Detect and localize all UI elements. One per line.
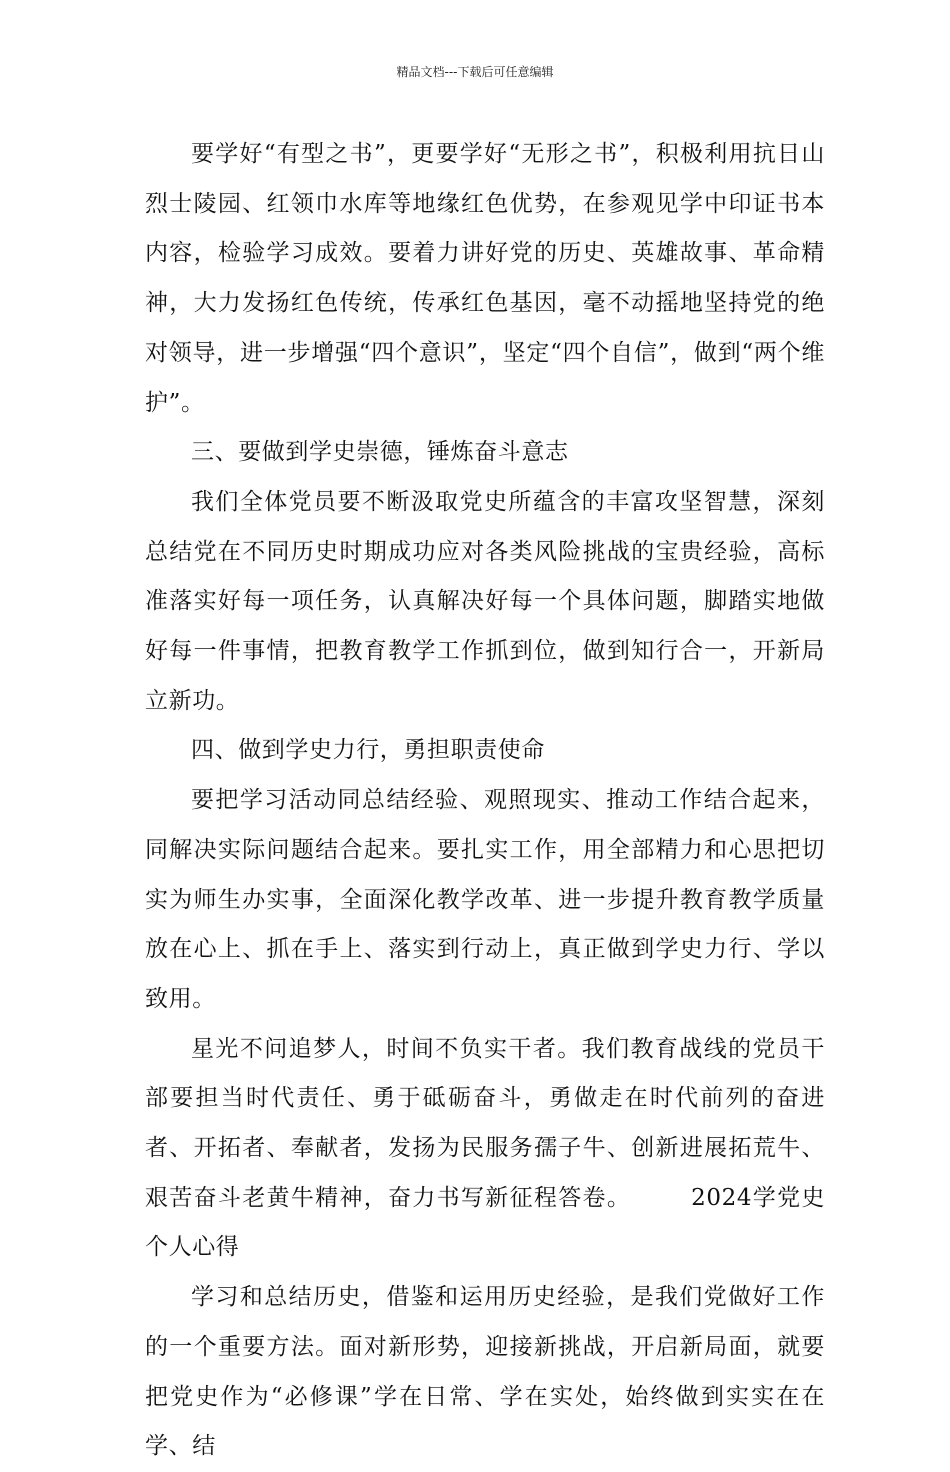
section-heading-3: 三、要做到学史崇德，锤炼奋斗意志 <box>191 439 569 466</box>
document-body <box>145 130 825 1472</box>
paragraph-conclusion <box>145 1025 825 1274</box>
paragraph-red-resources: 要学好“有型之书”，更要学好“无形之书”，积极利用抗日山烈士陵园、红领巾水库等地缘红色优势，在参观见学中印证书本内容，检验学习成效。要着力讲好党的历史、英雄故事、革命精神，大力发扬红色传统，传承红色基因，毫不动摇地坚持党的绝对领导，进一步增强“四个意识”，坚定“四个自信”，做到“两个维护”。 <box>145 141 825 416</box>
page-header-watermark: 精品文档---下载后可任意编辑 <box>396 65 554 79</box>
paragraph-practice: 要把学习活动同总结经验、观照现实、推动工作结合起来，同解决实际问题结合起来。要扎实工作，用全部精力和心思把切实为师生办实事，全面深化教学改革、进一步提升教育教学质量放在心上、抓在手上、落实到行动上，真正做到学史力行、学以致用。 <box>145 787 825 1012</box>
paragraph-history-learning: 学习和总结历史，借鉴和运用历史经验，是我们党做好工作的一个重要方法。面对新形势，迎接新挑战，开启新局面，就要把党史作为“必修课”学在日常、学在实处，始终做到实实在在学、结 <box>145 1284 825 1460</box>
section-heading-4: 四、做到学史力行，勇担职责使命 <box>191 737 545 764</box>
paragraph-conclusion-text: 星光不问追梦人，时间不负实干者。我们教育战线的党员干部要担当时代责任、勇于砥砺奋斗，勇做走在时代前列的奋进者、开拓者、奉献者，发扬为民服务孺子牛、创新进展拓荒牛、艰苦奋斗老黄牛精神，奋力书写新征程答卷。 <box>145 1035 825 1211</box>
next-article-title: 2024学党史个人心得 <box>145 1184 826 1261</box>
paragraph-struggle-wisdom: 我们全体党员要不断汲取党史所蕴含的丰富攻坚智慧，深刻总结党在不同历史时期成功应对各类风险挑战的宝贵经验，高标准落实好每一项任务，认真解决好每一个具体问题，脚踏实地做好每一件事情，把教育教学工作抓到位，做到知行合一，开新局立新功。 <box>145 488 825 714</box>
